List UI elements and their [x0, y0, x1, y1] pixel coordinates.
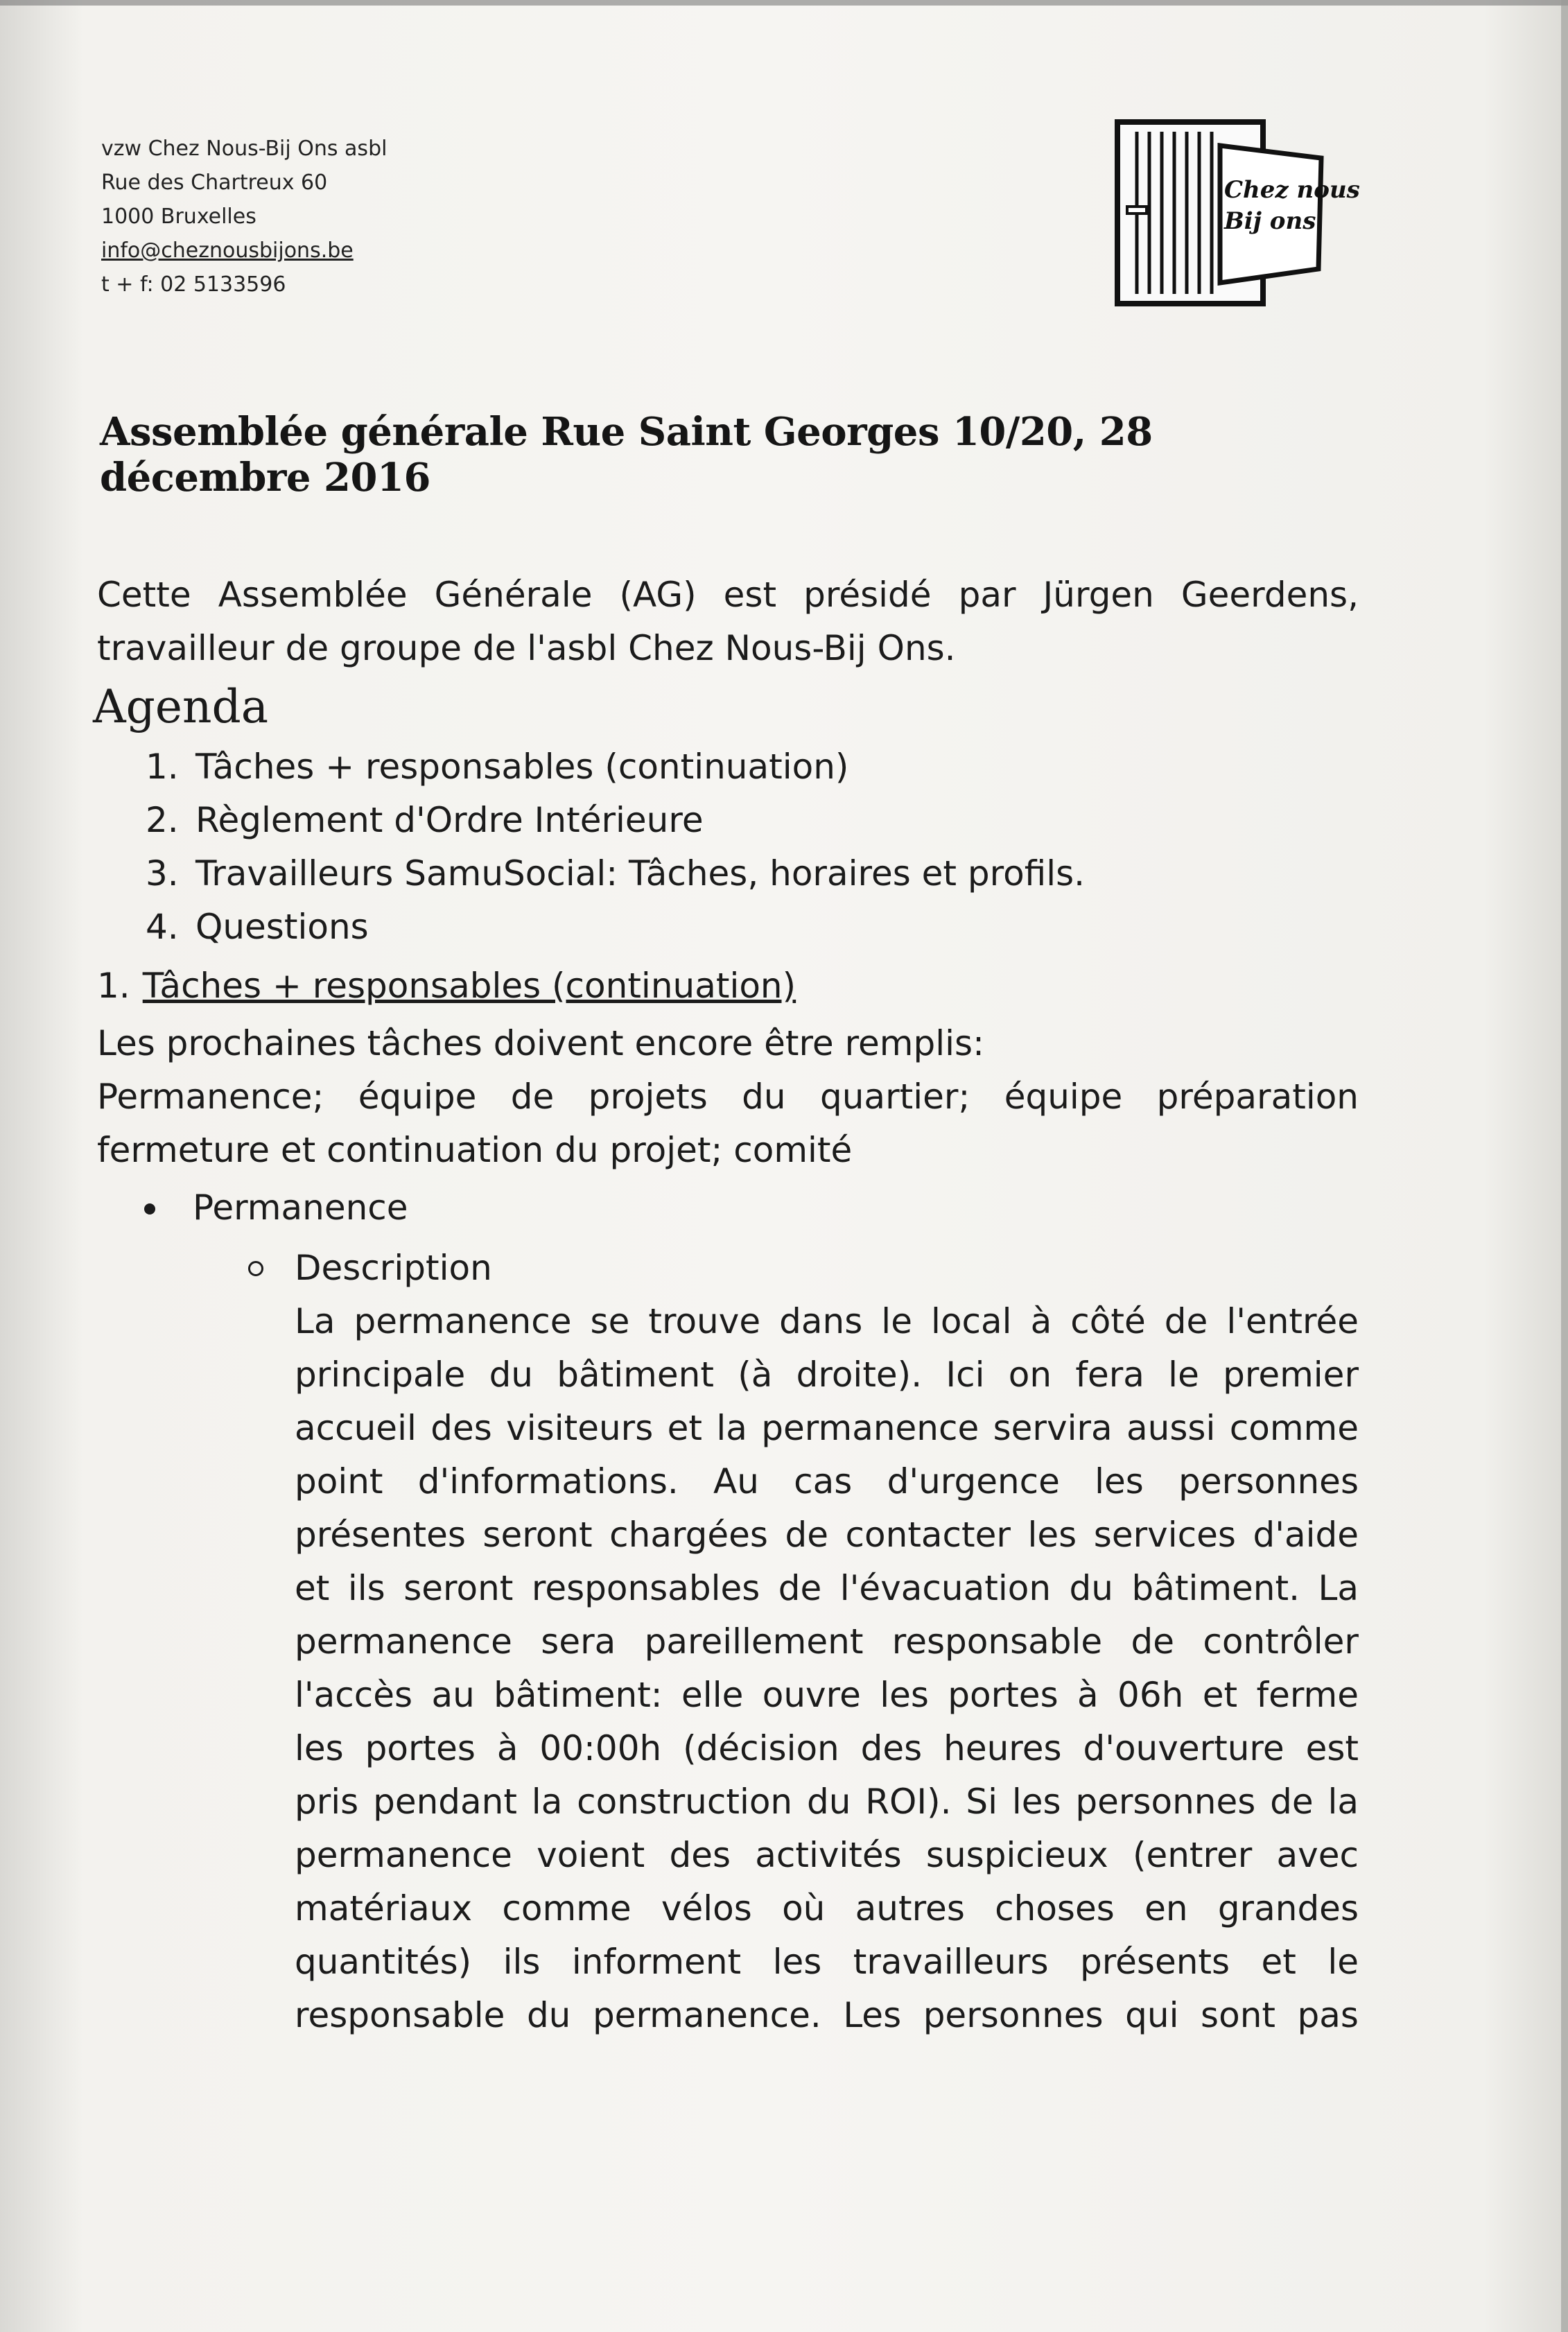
agenda-item — [146, 740, 1359, 794]
section-1-title: Tâches + responsables (continuation) — [142, 966, 796, 1006]
intro-paragraph: Cette Assemblée Générale (AG) est présidé par Jürgen Geerdens, travailleur de groupe de l'asbl Chez Nous-Bij Ons. — [97, 575, 1359, 668]
description-line: permanence sera pareillement responsable de contrôler — [295, 1621, 1359, 1662]
agenda-item-label: Questions — [195, 907, 369, 947]
agenda-item-number: 1. — [146, 747, 179, 787]
bullet-label: Permanence — [193, 1187, 408, 1228]
agenda-item-label: Travailleurs SamuSocial: Tâches, horaires et profils. — [195, 853, 1086, 894]
description-line: principale du bâtiment (à droite). Ici on fera le premier — [295, 1355, 1359, 1395]
description-line: pris pendant la construction du ROI). Si les personnes de la — [295, 1782, 1359, 1822]
description-text — [97, 1295, 1359, 2042]
bullet-item-permanence — [97, 1181, 1359, 1235]
logo-door-handle — [1127, 207, 1147, 214]
logo-text-line1: Chez nous — [1224, 176, 1360, 204]
description-line: l'accès au bâtiment: elle ouvre les portes à 06h et ferme — [295, 1675, 1359, 1715]
description-line: matériaux comme vélos où autres choses en grandes — [295, 1888, 1359, 1929]
description-line: et ils seront responsables de l'évacuation du bâtiment. La — [295, 1568, 1359, 1608]
logo-door-lines — [1137, 132, 1212, 294]
agenda-heading: Agenda — [93, 680, 269, 733]
sender-address-block — [101, 132, 387, 302]
agenda-item-label: Tâches + responsables (continuation) — [195, 747, 849, 787]
bullet-dot-icon — [144, 1203, 155, 1215]
description-line: responsable du permanence. Les personnes qui sont pas — [295, 1995, 1359, 2035]
scan-edge-right — [1561, 0, 1568, 2332]
logo-text-line2: Bij ons — [1224, 207, 1316, 235]
sender-city: 1000 Bruxelles — [101, 205, 256, 229]
description-line: présentes seront chargées de contacter les services d'aide — [295, 1515, 1359, 1555]
description-line: permanence voient des activités suspicieux (entrer avec — [295, 1835, 1359, 1875]
organization-logo — [1109, 118, 1360, 312]
section-1-tasks: Permanence; équipe de projets du quartier; équipe préparation fermeture et continuation du projet; comité — [97, 1077, 1359, 1170]
agenda-item-number: 2. — [146, 800, 179, 840]
sub-bullet-description — [97, 1242, 1359, 1295]
agenda-list — [97, 740, 1359, 954]
description-line: accueil des visiteurs et la permanence servira aussi comme — [295, 1408, 1359, 1448]
sender-name: vzw Chez Nous-Bij Ons asbl — [101, 137, 387, 161]
agenda-item-number: 4. — [146, 907, 179, 947]
sender-street: Rue des Chartreux 60 — [101, 171, 328, 195]
description-line: La permanence se trouve dans le local à côté de l'entrée — [295, 1301, 1359, 1341]
section-1-number: 1. — [97, 966, 130, 1006]
agenda-item — [146, 847, 1359, 900]
sender-email-link[interactable]: info@cheznousbijons.be — [101, 238, 354, 263]
sender-phone: t + f: 02 5133596 — [101, 272, 286, 297]
description-line: quantités) ils informent les travailleurs présents et le — [295, 1942, 1359, 1982]
description-line: les portes à 00:00h (décision des heures d'ouverture est — [295, 1728, 1359, 1768]
scan-edge-top — [0, 0, 1568, 6]
agenda-item-number: 3. — [146, 853, 179, 894]
section-1-lead: Les prochaines tâches doivent encore être remplis: — [97, 1023, 984, 1063]
document-body — [93, 568, 1359, 2042]
agenda-item-label: Règlement d'Ordre Intérieure — [195, 800, 704, 840]
agenda-item — [146, 900, 1359, 954]
description-line: point d'informations. Au cas d'urgence les personnes — [295, 1461, 1359, 1502]
hollow-bullet-icon — [248, 1261, 263, 1276]
sub-bullet-label: Description — [295, 1248, 492, 1288]
agenda-item — [146, 794, 1359, 847]
section-1-heading — [97, 959, 1359, 1013]
document-title: Assemblée générale Rue Saint Georges 10/20, 28 décembre 2016 — [100, 409, 1153, 501]
